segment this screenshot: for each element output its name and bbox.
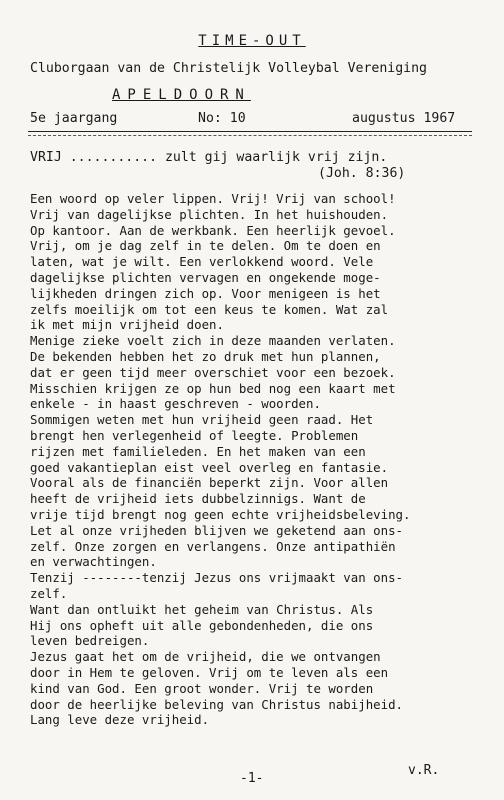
article-line: kind van God. Een groot wonder. Vrij te worden	[30, 680, 374, 696]
article-line: enkele - in haast geschreven - woorden.	[30, 396, 321, 412]
article-line: dat er geen tijd meer overschiet voor een bezoek.	[30, 364, 396, 380]
article-line: dagelijkse plichten vervagen en ongekende moge-	[30, 269, 381, 285]
page-number: -1-	[240, 771, 264, 786]
article-line: zelf. Onze zorgen en verlangens. Onze antipathiën	[30, 538, 396, 554]
article-line: zelf.	[30, 585, 68, 601]
article-line: Tenzij --------tenzij Jezus ons vrijmaakt van ons-	[30, 570, 403, 586]
article-line: door de heerlijke beleving van Christus nabijheid.	[30, 696, 403, 712]
article-line: Hij ons opheft uit alle gebondenheden, die ons	[30, 617, 374, 633]
article-line: ik met mijn vrijheid doen.	[30, 317, 224, 333]
article-line: Menige zieke voelt zich in deze maanden verlaten.	[30, 333, 396, 349]
article-line: laten, wat je wilt. Een verlokkend woord. Vele	[30, 254, 374, 270]
article-line: lijkheden dringen zich op. Voor menigeen is het	[30, 285, 381, 301]
bible-reference: (Joh. 8:36)	[318, 166, 406, 181]
article-body	[30, 191, 490, 728]
issue-volume: 5e jaargang	[30, 111, 118, 126]
author-signature: v.R.	[408, 763, 440, 778]
article-line: goed vakantieplan eist veel overleg en fantasie.	[30, 459, 389, 475]
article-line: Jezus gaat het om de vrijheid, die we ontvangen	[30, 649, 381, 665]
article-line: Vooral als de financiën beperkt zijn. Voor allen	[30, 475, 389, 491]
article-line: Sommigen weten met hun vrijheid geen raad. Het	[30, 412, 374, 428]
article-line: leven bedreigen.	[30, 633, 150, 649]
newsletter-subtitle: Cluborgaan van de Christelijk Volleybal Vereniging	[30, 61, 427, 76]
article-line: Vrij, om je dag zelf in te delen. Om te doen en	[30, 238, 381, 254]
article-heading: VRIJ ........... zult gij waarlijk vrij zijn.	[30, 150, 388, 165]
article-line: brengt hen verlegenheid of leegte. Problemen	[30, 427, 359, 443]
article-line: en verwachtingen.	[30, 554, 157, 570]
article-line: rijzen met familieleden. En het maken van een	[30, 443, 366, 459]
article-line: De bekenden hebben het zo druk met hun plannen,	[30, 348, 381, 364]
article-line: Lang leve deze vrijheid.	[30, 712, 210, 728]
issue-number: No: 10	[198, 111, 246, 126]
article-line: vrije tijd brengt nog geen echte vrijheidsbeleving.	[30, 506, 411, 522]
header-divider	[28, 131, 472, 132]
header-divider-dashed	[28, 135, 472, 136]
issue-date: augustus 1967	[352, 111, 456, 126]
article-line: Let al onze vrijheden blijven we geketend aan ons-	[30, 522, 403, 538]
newsletter-title: TIME-OUT	[198, 33, 306, 49]
newsletter-city: APELDOORN	[112, 87, 251, 103]
article-line: Vrij van dagelijkse plichten. In het huishouden.	[30, 206, 389, 222]
article-line: zelfs moeilijk om tot een keus te komen. Wat zal	[30, 301, 389, 317]
article-line: Op kantoor. Aan de werkbank. Een heerlijk gevoel.	[30, 222, 396, 238]
article-line: Want dan ontluikt het geheim van Christus. Als	[30, 601, 374, 617]
article-line: Misschien krijgen ze op hun bed nog een kaart met	[30, 380, 396, 396]
article-line: heeft de vrijheid iets dubbelzinnigs. Want de	[30, 491, 366, 507]
article-line: Een woord op veler lippen. Vrij! Vrij van school!	[30, 191, 396, 206]
article-line: door in Hem te geloven. Vrij om te leven als een	[30, 664, 389, 680]
